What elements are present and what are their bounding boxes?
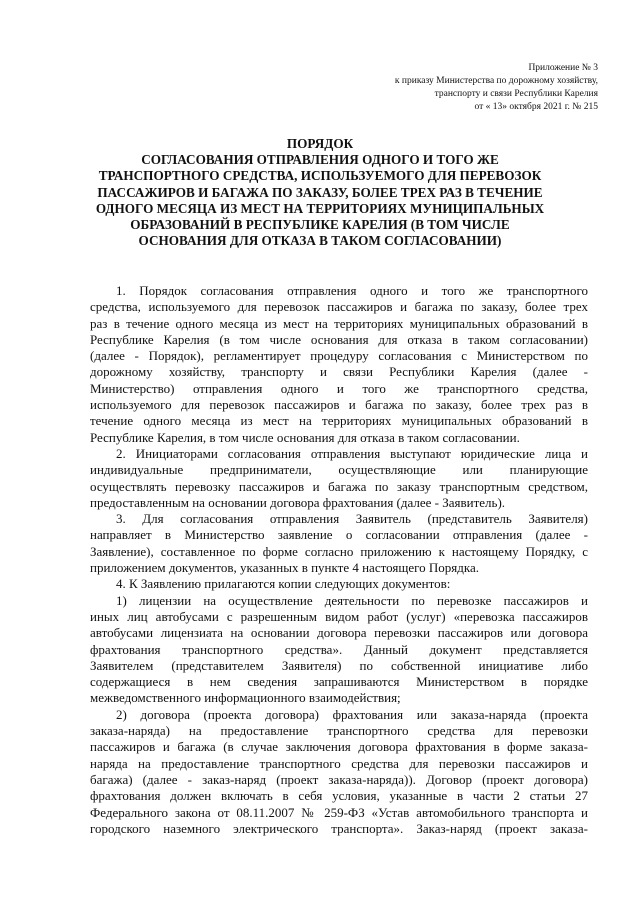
text-line: 1) лицензии на осуществление деятельности по перевозке пассажиров и xyxy=(116,592,588,608)
text-line: багажа) (далее - заказ-наряд (проект заказа-наряда)). Договор (проект договора) xyxy=(90,771,588,787)
text-line: фрахтования транспортного средства». Данный документ представляется xyxy=(90,641,588,657)
text-line: Федерального закона от 08.11.2007 № 259-ФЗ «Устав автомобильного транспорта и xyxy=(90,804,588,820)
appendix-date: от « 13» октября 2021 г. № 215 xyxy=(474,102,598,112)
text-line: течение одного месяца из мест на территориях муниципальных образований в xyxy=(90,413,588,429)
text-line: раз в течение одного месяца из мест на территориях муниципальных образований в xyxy=(90,315,588,331)
text-line: пассажиров и багажа (в случае заключения договора фрахтования в форме заказа- xyxy=(90,739,588,755)
paragraph-3 xyxy=(90,511,588,576)
text-line: городского наземного электрического транспорта». Заказ-наряд (проект заказа- xyxy=(90,820,588,836)
text-line: Республике Карелия, в том числе основания для отказа в таком согласовании. xyxy=(90,429,520,445)
title-line: ПАССАЖИРОВ И БАГАЖА ПО ЗАКАЗУ, БОЛЕЕ ТРЕХ РАЗ В ТЕЧЕНИЕ xyxy=(97,184,543,200)
text-line: индивидуальные предприниматели, осуществляющие или планирующие xyxy=(90,462,588,478)
paragraph-5 xyxy=(90,593,588,707)
text-line: приложением документов, указанных в пункте 4 настоящего Порядка. xyxy=(90,560,479,576)
text-line: предоставленным на основании договора фрахтования (далее - Заявитель). xyxy=(90,494,506,510)
text-line: направляет в Министерство заявление о согласовании отправления (далее - xyxy=(90,527,588,543)
text-line: Заявление), составленное по форме согласно приложению к настоящему Порядку, с xyxy=(90,543,588,559)
text-line: осуществлять перевозку пассажиров и багажа по заказу транспортным средством, xyxy=(90,478,588,494)
text-line: средства, используемого для перевозок пассажиров и багажа по заказу, более трех xyxy=(90,299,588,315)
title-line: СОГЛАСОВАНИЯ ОТПРАВЛЕНИЯ ОДНОГО И ТОГО ЖЕ xyxy=(141,152,499,168)
text-line: фрахтования должен включать в себя условия, указанные в части 2 статьи 27 xyxy=(90,788,588,804)
appendix-number: Приложение № 3 xyxy=(528,63,598,73)
appendix-order-ref: к приказу Министерства по дорожному хозяйству, xyxy=(394,76,598,86)
appendix-ministry: транспорту и связи Республики Карелия xyxy=(434,89,598,99)
title-line: ПОРЯДОК xyxy=(286,136,354,151)
text-line: Министерство) отправления одного и того же транспортного средства, xyxy=(90,380,588,396)
text-line: содержащиеся в нем сведения запрашиваются Министерством в порядке xyxy=(90,674,588,690)
appendix-header xyxy=(298,62,598,114)
text-line: заказа-наряда) на предоставление транспортного средства для перевозки xyxy=(90,723,588,739)
text-line: иных лиц автобусами с разрешенным видом работ (услуг) «перевозка пассажиров xyxy=(90,608,588,624)
title-line: ОДНОГО МЕСЯЦА ИЗ МЕСТ НА ТЕРРИТОРИЯХ МУНИЦИПАЛЬНЫХ xyxy=(95,200,545,216)
text-line: автобусами лицензиата на основании договора перевозки пассажиров или договора xyxy=(90,625,588,641)
paragraph-6 xyxy=(90,707,588,837)
document-title xyxy=(60,136,580,249)
title-line: ТРАНСПОРТНОГО СРЕДСТВА, ИСПОЛЬЗУЕМОГО ДЛЯ ПЕРЕВОЗОК xyxy=(98,168,542,184)
text-line: 3. Для согласования отправления Заявитель (представитель Заявителя) xyxy=(116,511,588,527)
text-line: Республике Карелия (в том числе основания для отказа в таком согласовании) xyxy=(90,331,588,347)
title-line: ОБРАЗОВАНИЙ В РЕСПУБЛИКЕ КАРЕЛИЯ (В ТОМ ЧИСЛЕ xyxy=(130,217,510,233)
text-line: 2. Инициаторами согласования отправления выступают юридические лица и xyxy=(116,445,588,461)
paragraph-4 xyxy=(90,576,588,592)
text-line: (далее - Порядок), регламентирует процедуру согласования с Министерством по xyxy=(90,348,588,364)
text-line: 2) договора (проекта договора) фрахтования или заказа-наряда (проекта xyxy=(116,706,588,722)
text-line: дорожному хозяйству, транспорту и связи Республики Карелия (далее - xyxy=(90,364,588,380)
paragraph-2 xyxy=(90,446,588,511)
text-line: Заявителем (представителем Заявителя) по собственной инициативе либо xyxy=(90,657,588,673)
text-line: 4. К Заявлению прилагаются копии следующих документов: xyxy=(116,576,451,592)
document-body xyxy=(90,283,588,837)
text-line: межведомственного информационного взаимодействия; xyxy=(90,690,401,706)
title-line: ОСНОВАНИЯ ДЛЯ ОТКАЗА В ТАКОМ СОГЛАСОВАНИИ) xyxy=(138,233,502,249)
paragraph-1 xyxy=(90,283,588,446)
text-line: наряда на предоставление транспортного средства для перевозки пассажиров и xyxy=(90,755,588,771)
text-line: используемого для перевозок пассажиров и багажа по заказу, более трех раз в xyxy=(90,397,588,413)
text-line: 1. Порядок согласования отправления одного и того же транспортного xyxy=(116,283,588,298)
